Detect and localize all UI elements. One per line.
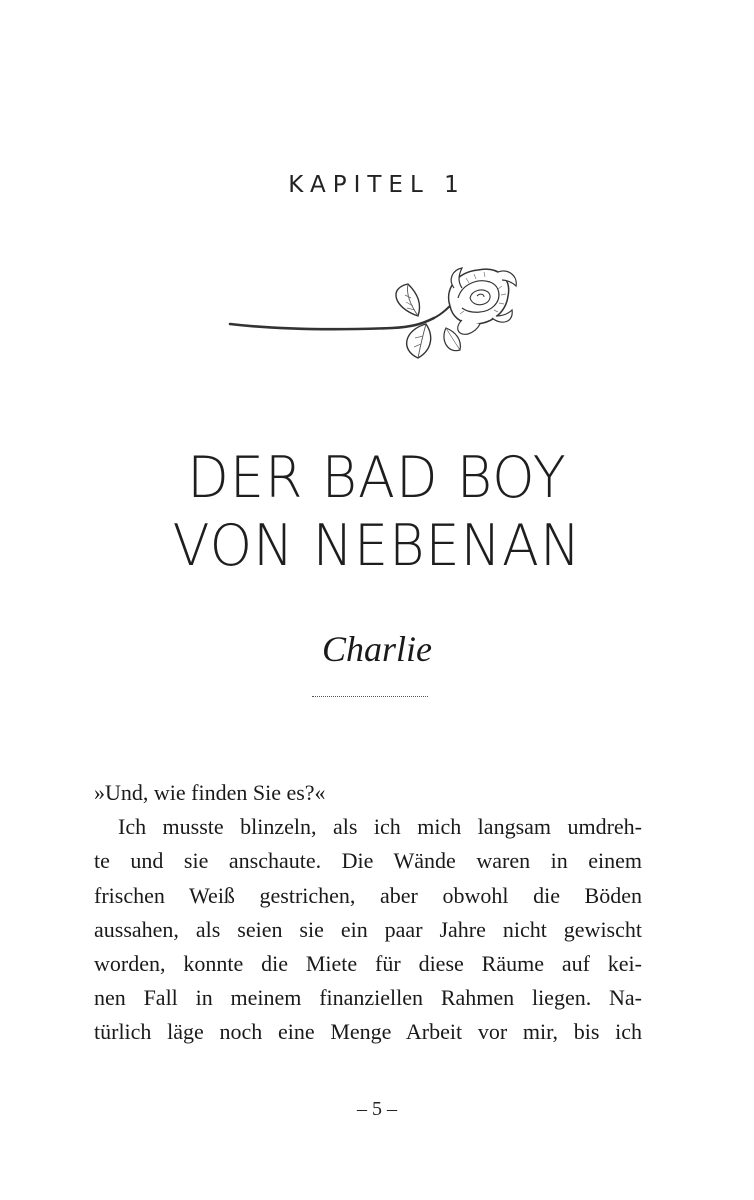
body-line: aussahen, als seien sie ein paar Jahre nicht gewischt (94, 916, 642, 942)
body-line: te und sie anschaute. Die Wände waren in einem (94, 848, 642, 874)
chapter-label: KAPITEL 1 (288, 172, 466, 198)
body-line: Ich musste blinzeln, als ich mich langsam umdreh- (118, 814, 642, 840)
pov-character-name: Charlie (321, 629, 432, 669)
dotted-divider (312, 696, 428, 697)
body-line: »Und, wie finden Sie es?« (94, 780, 326, 805)
page-number: – 5 – (357, 1098, 397, 1120)
chapter-title-line-2: VON NEBENAN (172, 512, 582, 579)
body-line: worden, konnte die Miete für diese Räume auf kei- (94, 951, 642, 977)
body-line: frischen Weiß gestrichen, aber obwohl die Böden (94, 882, 642, 908)
rose-icon (222, 258, 532, 370)
chapter-title-line-1: DER BAD BOY (187, 444, 567, 511)
body-line: türlich läge noch eine Menge Arbeit vor mir, bis ich (94, 1019, 642, 1045)
body-line: nen Fall in meinem finanziellen Rahmen liegen. Na- (94, 985, 642, 1011)
body-text (94, 776, 642, 1050)
